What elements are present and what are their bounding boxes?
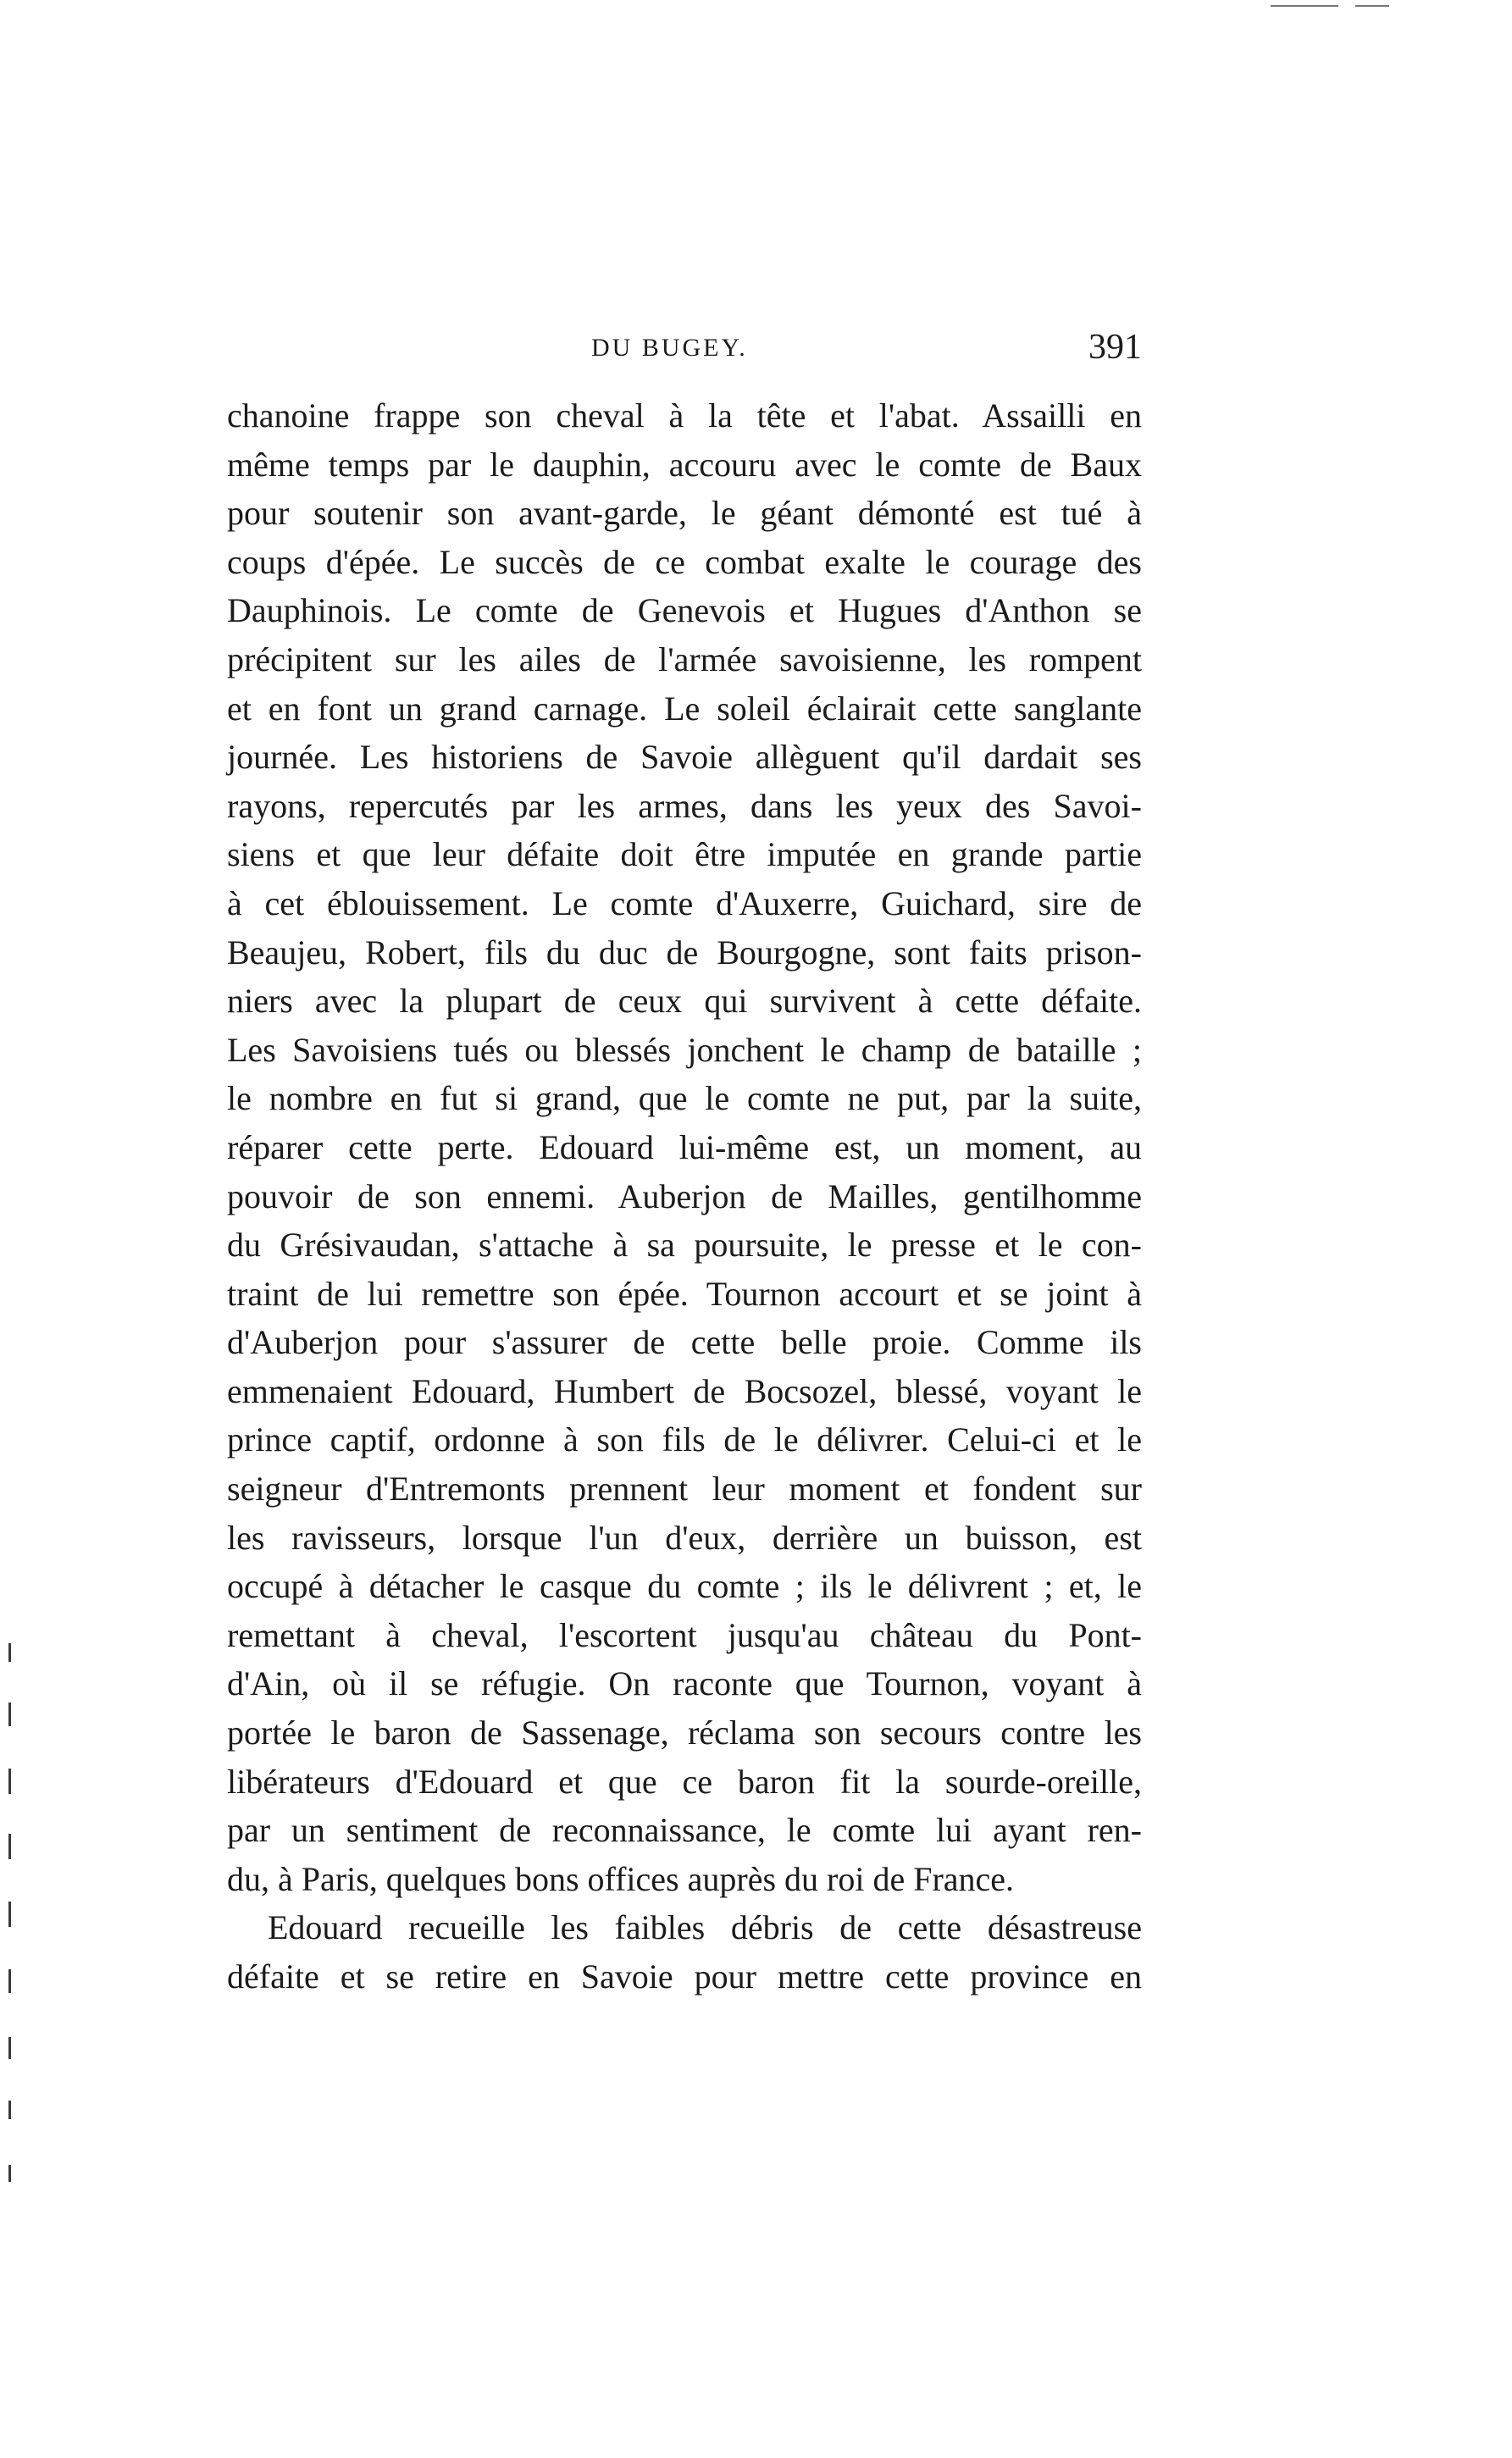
scan-artifact [8, 2101, 11, 2119]
text-line: prince captif, ordonne à son fils de le délivrer. Celui-ci et le [227, 1420, 1142, 1459]
paragraph-1 [227, 391, 1142, 1903]
text-line: Edouard recueille les faibles débris de cette désastreuse [268, 1908, 1142, 1947]
text-line: pouvoir de son ennemi. Auberjon de Mailles, gentilhomme [227, 1176, 1142, 1215]
text-line: rayons, repercutés par les armes, dans les yeux des Savoi- [227, 786, 1142, 825]
text-line: emmenaient Edouard, Humbert de Bocsozel, blessé, voyant le [227, 1371, 1142, 1410]
text-line: siens et que leur défaite doit être imputée en grande partie [227, 835, 1142, 874]
text-line: précipitent sur les ailes de l'armée savoisienne, les rompent [227, 639, 1142, 678]
body-text [227, 391, 1142, 2001]
text-line: occupé à détacher le casque du comte ; ils le délivrent ; et, le [227, 1567, 1142, 1606]
scan-artifact [8, 1902, 11, 1927]
text-line: traint de lui remettre son épée. Tournon accourt et se joint à [227, 1274, 1142, 1313]
text-line: chanoine frappe son cheval à la tête et l'abat. Assailli en [227, 396, 1142, 435]
text-line: portée le baron de Sassenage, réclama son secours contre les [227, 1713, 1142, 1752]
page-header [227, 327, 1142, 378]
scan-artifact [8, 2165, 11, 2182]
text-line: même temps par le dauphin, accouru avec le comte de Baux [227, 445, 1142, 484]
text-line: seigneur d'Entremonts prennent leur moment et fondent sur [227, 1470, 1142, 1509]
text-line: libérateurs d'Edouard et que ce baron fit la sourde-oreille, [227, 1762, 1142, 1801]
running-title: DU BUGEY. [591, 334, 748, 362]
page-number: 391 [1088, 328, 1142, 367]
scan-artifact [1355, 5, 1389, 7]
text-line: du, à Paris, quelques bons offices auprès du roi de France. [227, 1859, 1015, 1898]
text-line: le nombre en fut si grand, que le comte ne put, par la suite, [227, 1079, 1142, 1118]
scan-artifact [8, 1969, 11, 1993]
scan-artifact [8, 1643, 11, 1662]
scan-artifact [8, 1702, 11, 1726]
text-line: du Grésivaudan, s'attache à sa poursuite, le presse et le con- [227, 1226, 1142, 1265]
text-line: par un sentiment de reconnaissance, le comte lui ayant ren- [227, 1811, 1142, 1850]
text-line: les ravisseurs, lorsque l'un d'eux, derrière un buisson, est [227, 1518, 1142, 1557]
paragraph-2 [227, 1903, 1142, 2001]
text-line: d'Auberjon pour s'assurer de cette belle proie. Comme ils [227, 1323, 1142, 1362]
scan-artifact [1271, 5, 1338, 7]
scan-artifact [8, 1834, 11, 1859]
text-line: pour soutenir son avant-garde, le géant démonté est tué à [227, 494, 1142, 533]
text-line: d'Ain, où il se réfugie. On raconte que Tournon, voyant à [227, 1664, 1142, 1703]
text-line: Beaujeu, Robert, fils du duc de Bourgogne, sont faits prison- [227, 933, 1142, 972]
text-line: niers avec la plupart de ceux qui survivent à cette défaite. [227, 982, 1142, 1021]
scan-artifact [8, 1769, 11, 1794]
text-line: réparer cette perte. Edouard lui-même est, un moment, au [227, 1127, 1142, 1166]
text-line: à cet éblouissement. Le comte d'Auxerre, Guichard, sire de [227, 883, 1142, 922]
text-line: et en font un grand carnage. Le soleil éclairait cette sanglante [227, 689, 1142, 728]
text-line: Dauphinois. Le comte de Genevois et Hugues d'Anthon se [227, 591, 1142, 630]
scan-artifact [8, 2037, 11, 2059]
text-line: Les Savoisiens tués ou blessés jonchent le champ de bataille ; [227, 1030, 1142, 1069]
text-line: remettant à cheval, l'escortent jusqu'au château du Pont- [227, 1615, 1142, 1654]
text-line: journée. Les historiens de Savoie allèguent qu'il dardait ses [227, 738, 1142, 777]
text-line: défaite et se retire en Savoie pour mettre cette province en [227, 1957, 1142, 1996]
text-line: coups d'épée. Le succès de ce combat exalte le courage des [227, 542, 1142, 581]
